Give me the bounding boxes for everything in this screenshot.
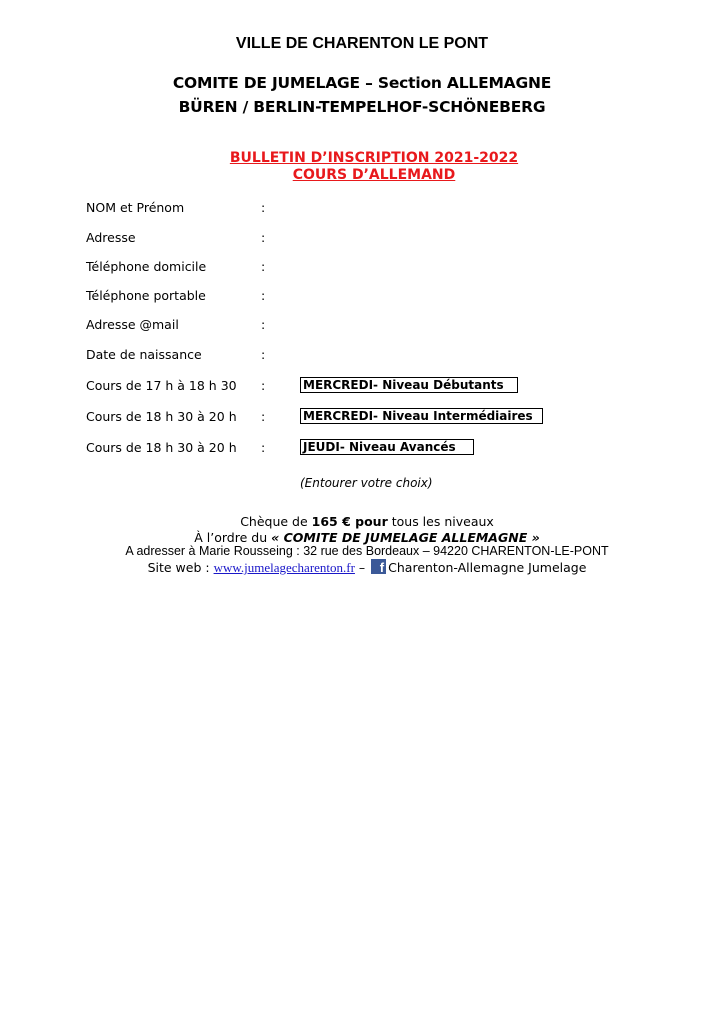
field-label: Téléphone portable [86,288,206,303]
city-title: VILLE DE CHARENTON LE PONT [235,35,489,52]
twin-cities-title: BÜREN / BERLIN-TEMPELHOF-SCHÖNEBERG [178,98,546,116]
form-title: BULLETIN D’INSCRIPTION 2021-2022 [229,150,519,166]
payment-order-line [5,530,724,545]
field-colon: : [261,259,266,274]
field-label: Adresse @mail [86,317,179,332]
cheque-prefix: Chèque de [240,514,312,529]
field-label: Téléphone domicile [86,259,207,274]
field-colon: : [261,317,266,332]
course-schedule: Cours de 17 h à 18 h 30 [86,378,237,393]
site-separator: – [354,560,370,575]
field-label: Adresse [86,230,136,245]
facebook-page-name[interactable]: Charenton-Allemagne Jumelage [388,560,587,575]
form-subtitle: COURS D’ALLEMAND [292,167,456,183]
field-colon: : [261,409,266,424]
field-colon: : [261,200,266,215]
course-choice-beginners: MERCREDI- Niveau Débutants [300,377,518,393]
field-label: Date de naissance [86,347,202,362]
payment-amount-line [5,514,724,529]
field-colon: : [261,288,266,303]
choice-instruction: (Entourer votre choix) [300,476,433,490]
course-schedule: Cours de 18 h 30 à 20 h [86,440,237,455]
field-colon: : [261,230,266,245]
field-colon: : [261,378,266,393]
website-link[interactable]: www.jumelagecharenton.fr [213,560,355,575]
cheque-suffix: tous les niveaux [387,514,494,529]
cheque-amount: 165 € pour [311,514,388,529]
course-choice-advanced: JEUDI- Niveau Avancés [300,439,474,455]
course-schedule: Cours de 18 h 30 à 20 h [86,409,237,424]
website-line [5,559,724,576]
mailing-address: A adresser à Marie Rousseing : 32 rue des Bordeaux – 94220 CHARENTON-LE-PONT [125,544,609,558]
order-prefix: À l’ordre du [194,530,272,545]
field-label: NOM et Prénom [86,200,185,215]
site-prefix: Site web : [147,560,214,575]
field-colon: : [261,440,266,455]
order-name: « COMITE DE JUMELAGE ALLEMAGNE » [271,530,540,545]
course-choice-intermediate: MERCREDI- Niveau Intermédiaires [300,408,543,424]
field-colon: : [261,347,266,362]
facebook-icon[interactable]: f [371,559,386,574]
committee-title: COMITE DE JUMELAGE – Section ALLEMAGNE [172,74,552,92]
